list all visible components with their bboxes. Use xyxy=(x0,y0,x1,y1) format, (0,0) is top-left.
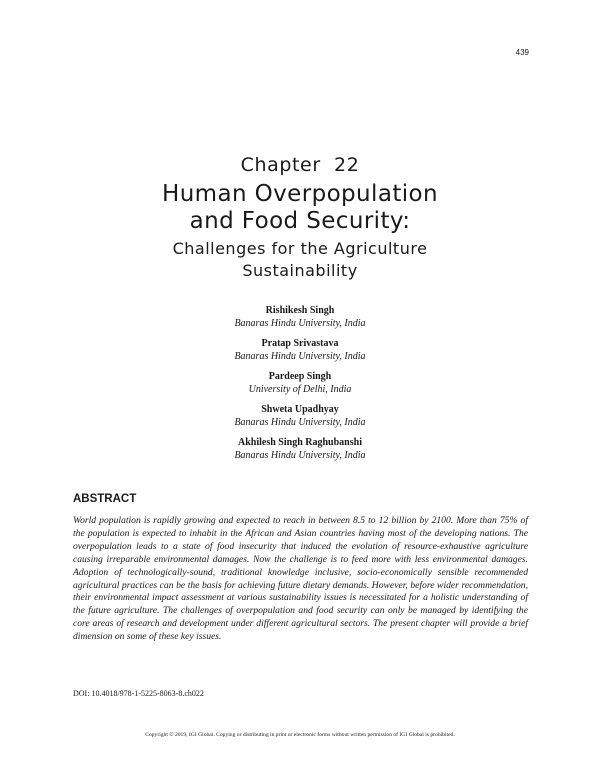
author-name: Akhilesh Singh Raghubanshi xyxy=(238,437,362,448)
abstract-heading: ABSTRACT xyxy=(73,493,137,505)
author-entry xyxy=(0,370,600,396)
author-name: Pratap Srivastava xyxy=(261,338,339,349)
author-name: Pardeep Singh xyxy=(268,371,332,382)
author-list xyxy=(0,304,600,469)
chapter-subtitle-line-1: Challenges for the Agriculture xyxy=(172,239,428,258)
author-entry xyxy=(0,304,600,330)
copyright-notice: Copyright © 2019, IGI Global. Copying or distributing in print or electronic forms without written permission of IGI Global is prohibited. xyxy=(145,732,455,738)
doi-line: DOI: 10.4018/978-1-5225-8063-8.ch022 xyxy=(73,689,204,698)
author-name: Shweta Upadhyay xyxy=(261,404,339,415)
author-entry xyxy=(0,337,600,363)
chapter-subtitle-line-2: Sustainability xyxy=(242,261,358,280)
chapter-subtitle xyxy=(0,238,600,282)
author-entry xyxy=(0,436,600,462)
chapter-label: Chapter 22 xyxy=(240,154,360,176)
author-affiliation: Banaras Hindu University, India xyxy=(234,417,366,428)
author-affiliation: Banaras Hindu University, India xyxy=(234,450,366,461)
chapter-title-line-2: and Food Security: xyxy=(189,208,411,234)
chapter-title-line-1: Human Overpopulation xyxy=(162,181,438,207)
author-affiliation: University of Delhi, India xyxy=(248,384,352,395)
author-entry xyxy=(0,403,600,429)
author-affiliation: Banaras Hindu University, India xyxy=(234,351,366,362)
chapter-title xyxy=(0,181,600,235)
author-name: Rishikesh Singh xyxy=(265,305,335,316)
abstract-body: World population is rapidly growing and expected to reach in between 8.5 to 12 billion by 2100. More than 75% of the population is expected to inhabit in the African and Asian countries having most of the developing nations. The overpopulation leads to a state of food insecurity that induced the evolution of resource-exhaustive agriculture causing irreparable environmental damages. Now the challenge is to feed more with less environmental damages. Adoption of technologically-sound, traditional knowledge inclusive, socio-economically sensible recommended agricultural practices can be the basis for achieving future dietary demands. However, before wider recommendation, their environmental impact assessment at various sustainability issues is necessitated for a holistic understanding of the future agriculture. The challenges of overpopulation and food security can only be managed by identifying the core areas of research and development under different agricultural sectors. The present chapter will provide a brief dimension on some of these key issues. xyxy=(73,515,528,643)
author-affiliation: Banaras Hindu University, India xyxy=(234,318,366,329)
page-number: 439 xyxy=(515,48,529,57)
